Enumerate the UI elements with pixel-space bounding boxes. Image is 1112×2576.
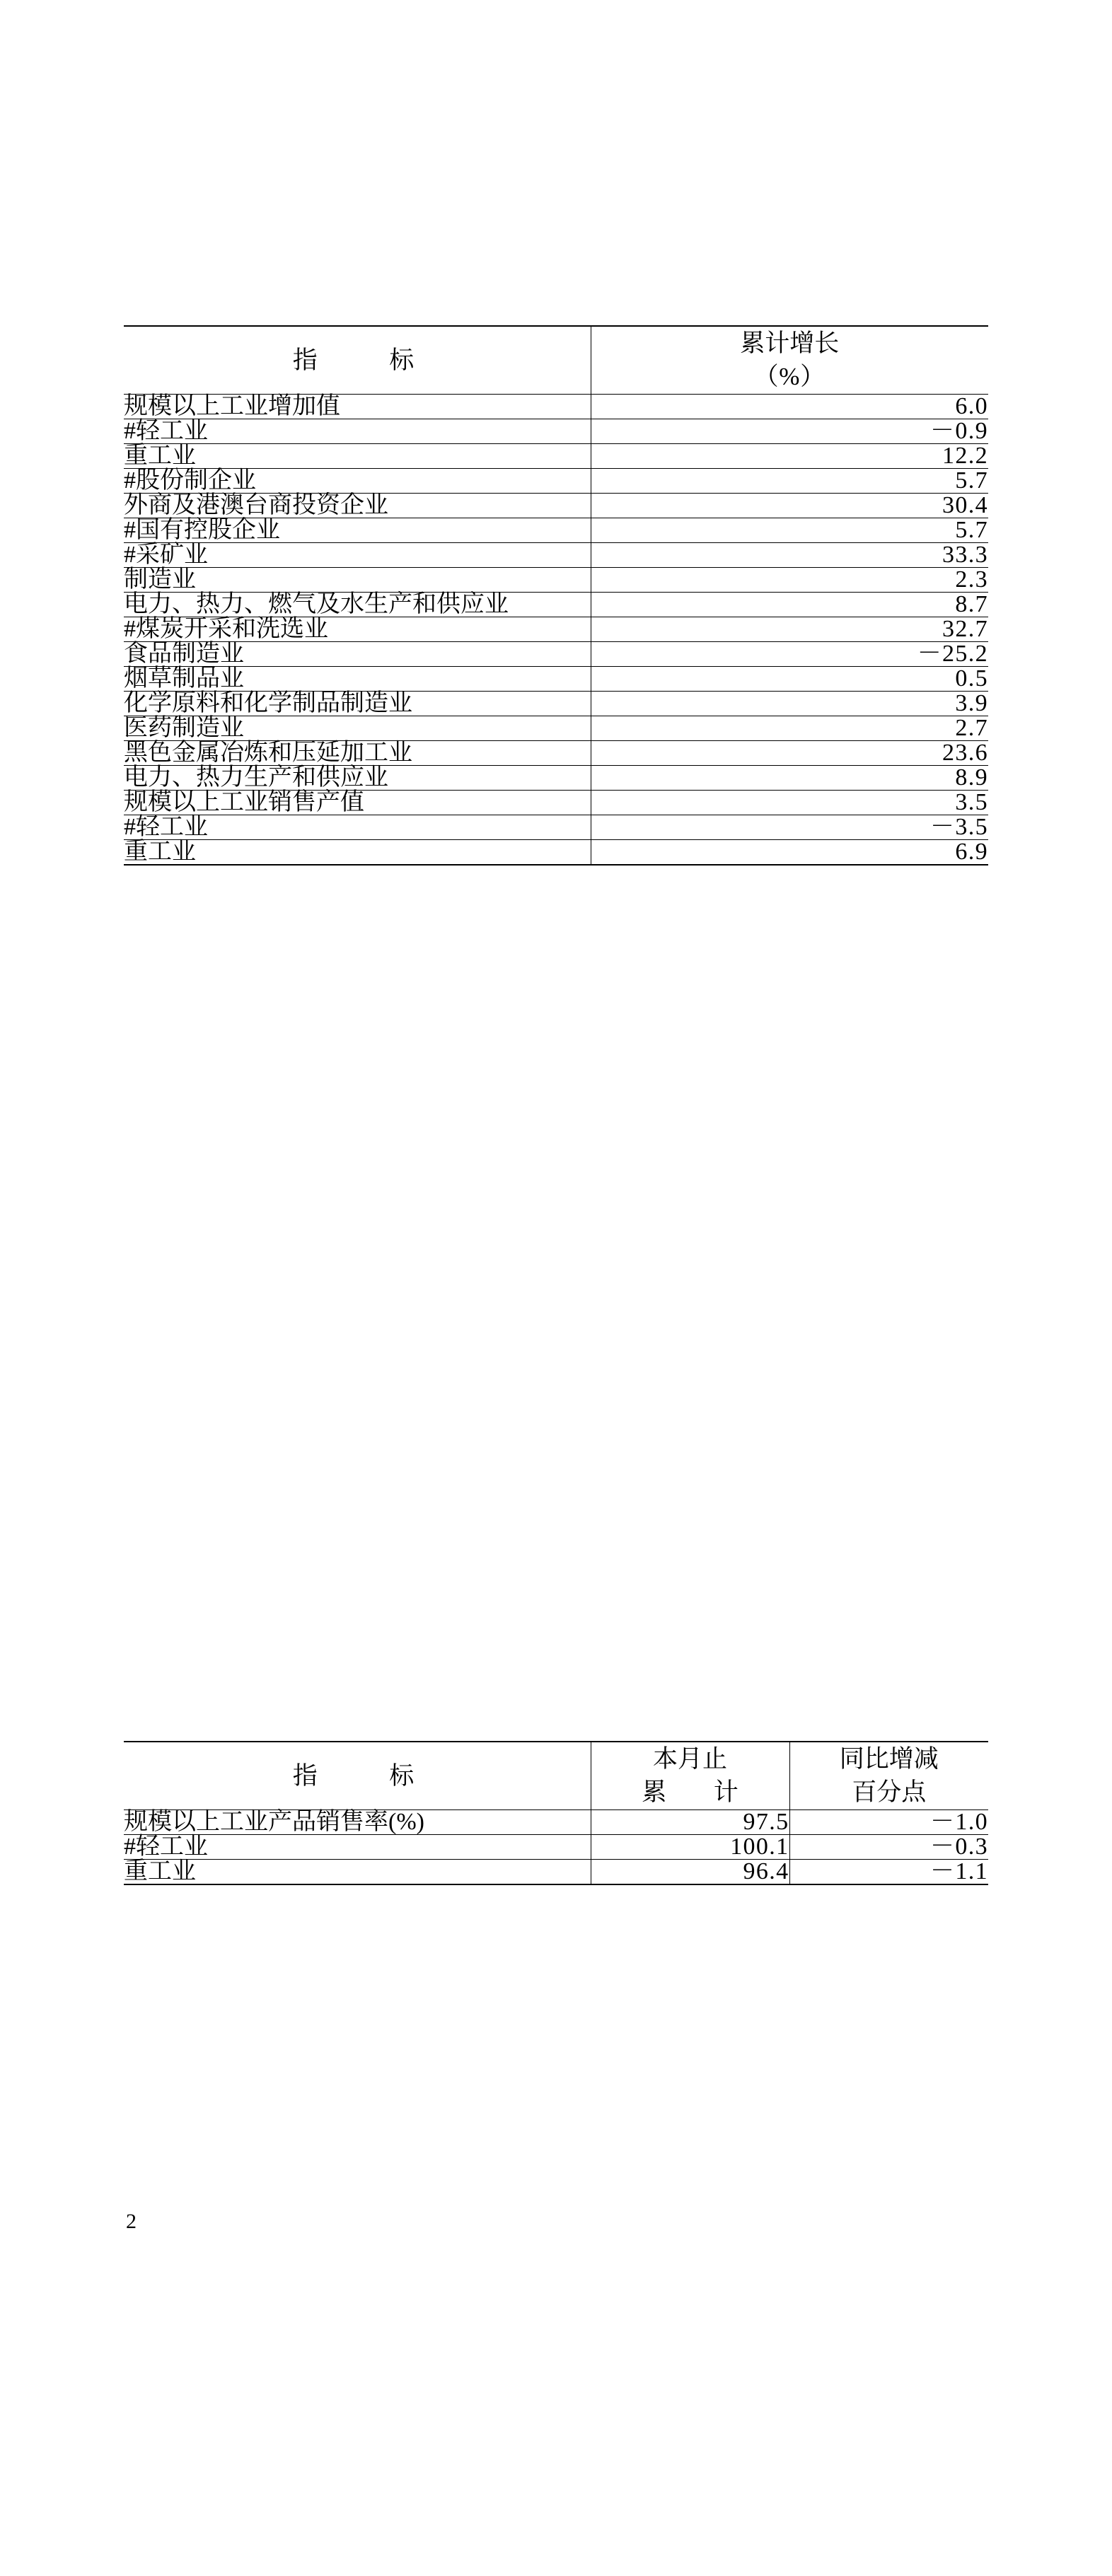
row-label: 规模以上工业产品销售率(%) bbox=[124, 1809, 591, 1834]
row-value: 23.6 bbox=[591, 740, 988, 765]
industrial-value-added-table bbox=[124, 325, 988, 866]
row-value: 5.7 bbox=[591, 468, 988, 493]
row-label: 化学原料和化学制品制造业 bbox=[124, 691, 591, 716]
table-row bbox=[124, 1834, 988, 1859]
table2-header-month-cumulative-line1: 本月止 bbox=[652, 1745, 727, 1773]
table-row bbox=[124, 1859, 988, 1884]
row-label: 电力、热力、燃气及水生产和供应业 bbox=[124, 592, 591, 617]
row-label: 规模以上工业销售产值 bbox=[124, 790, 591, 815]
row-label: #轻工业 bbox=[124, 419, 591, 443]
table-row bbox=[124, 592, 988, 617]
table-row bbox=[124, 691, 988, 716]
table-row bbox=[124, 468, 988, 493]
table-row bbox=[124, 790, 988, 815]
table-row bbox=[124, 1809, 988, 1834]
row-value: 5.7 bbox=[591, 518, 988, 542]
row-value: 0.5 bbox=[591, 666, 988, 691]
table-row bbox=[124, 815, 988, 839]
row-value: 2.3 bbox=[591, 567, 988, 592]
table1-header-cumulative-growth-line1: 累计增长 bbox=[740, 330, 840, 357]
table-row bbox=[124, 493, 988, 518]
table-row bbox=[124, 716, 988, 740]
table2-header-yoy-change-line2: 百分点 bbox=[852, 1778, 927, 1807]
product-sales-rate-table bbox=[124, 1741, 988, 1885]
table-row bbox=[124, 542, 988, 567]
table1-header-indicator: 指 标 bbox=[124, 326, 591, 394]
row-value: 6.0 bbox=[591, 394, 988, 419]
table1-header-cumulative-growth bbox=[591, 326, 988, 394]
table2-header-row bbox=[124, 1742, 988, 1809]
row-value: 3.5 bbox=[591, 790, 988, 815]
row-label: 黑色金属冶炼和压延加工业 bbox=[124, 740, 591, 765]
row-value: －0.9 bbox=[591, 419, 988, 443]
row-label: 医药制造业 bbox=[124, 716, 591, 740]
row-value: 6.9 bbox=[591, 839, 988, 865]
row-value-yoy: －1.1 bbox=[789, 1859, 988, 1884]
table-row bbox=[124, 394, 988, 419]
row-label: #煤炭开采和洗选业 bbox=[124, 617, 591, 641]
table-row bbox=[124, 641, 988, 666]
row-value-cumulative: 96.4 bbox=[591, 1859, 789, 1884]
row-value: 8.7 bbox=[591, 592, 988, 617]
row-value: 3.9 bbox=[591, 691, 988, 716]
row-label: 重工业 bbox=[124, 839, 591, 865]
table-row bbox=[124, 765, 988, 790]
row-value: 2.7 bbox=[591, 716, 988, 740]
table-row bbox=[124, 740, 988, 765]
row-value: －25.2 bbox=[591, 641, 988, 666]
table2-header-month-cumulative bbox=[591, 1742, 789, 1809]
row-label: 食品制造业 bbox=[124, 641, 591, 666]
row-label: 重工业 bbox=[124, 1859, 591, 1884]
row-label: #股份制企业 bbox=[124, 468, 591, 493]
table1 bbox=[124, 325, 988, 866]
table2-header-month-cumulative-line2: 累 计 bbox=[642, 1778, 750, 1807]
row-value: 32.7 bbox=[591, 617, 988, 641]
table-row bbox=[124, 567, 988, 592]
row-label: #国有控股企业 bbox=[124, 518, 591, 542]
row-value: 8.9 bbox=[591, 765, 988, 790]
table-row bbox=[124, 839, 988, 865]
table2-header-yoy-change bbox=[789, 1742, 988, 1809]
row-value-yoy: －0.3 bbox=[789, 1834, 988, 1859]
row-label: #轻工业 bbox=[124, 1834, 591, 1859]
row-label: 规模以上工业增加值 bbox=[124, 394, 591, 419]
row-value: 30.4 bbox=[591, 493, 988, 518]
row-label: 制造业 bbox=[124, 567, 591, 592]
row-label: 重工业 bbox=[124, 443, 591, 468]
row-value-yoy: －1.0 bbox=[789, 1809, 988, 1834]
table-row bbox=[124, 617, 988, 641]
table-row bbox=[124, 443, 988, 468]
row-value: 12.2 bbox=[591, 443, 988, 468]
table-row bbox=[124, 666, 988, 691]
table1-header-cumulative-growth-line2: （%） bbox=[753, 363, 826, 391]
row-label: 电力、热力生产和供应业 bbox=[124, 765, 591, 790]
row-value: －3.5 bbox=[591, 815, 988, 839]
table-row bbox=[124, 419, 988, 443]
table2-header-yoy-change-line1: 同比增减 bbox=[839, 1745, 939, 1773]
table2 bbox=[124, 1741, 988, 1885]
table1-header-row bbox=[124, 326, 988, 394]
row-value-cumulative: 100.1 bbox=[591, 1834, 789, 1859]
row-value-cumulative: 97.5 bbox=[591, 1809, 789, 1834]
page-number: 2 bbox=[126, 2210, 137, 2233]
row-value: 33.3 bbox=[591, 542, 988, 567]
row-label: #采矿业 bbox=[124, 542, 591, 567]
table2-header-indicator: 指 标 bbox=[124, 1742, 591, 1809]
row-label: 烟草制品业 bbox=[124, 666, 591, 691]
table-row bbox=[124, 518, 988, 542]
row-label: #轻工业 bbox=[124, 815, 591, 839]
table2-body bbox=[124, 1809, 988, 1884]
table1-body bbox=[124, 394, 988, 865]
row-label: 外商及港澳台商投资企业 bbox=[124, 493, 591, 518]
